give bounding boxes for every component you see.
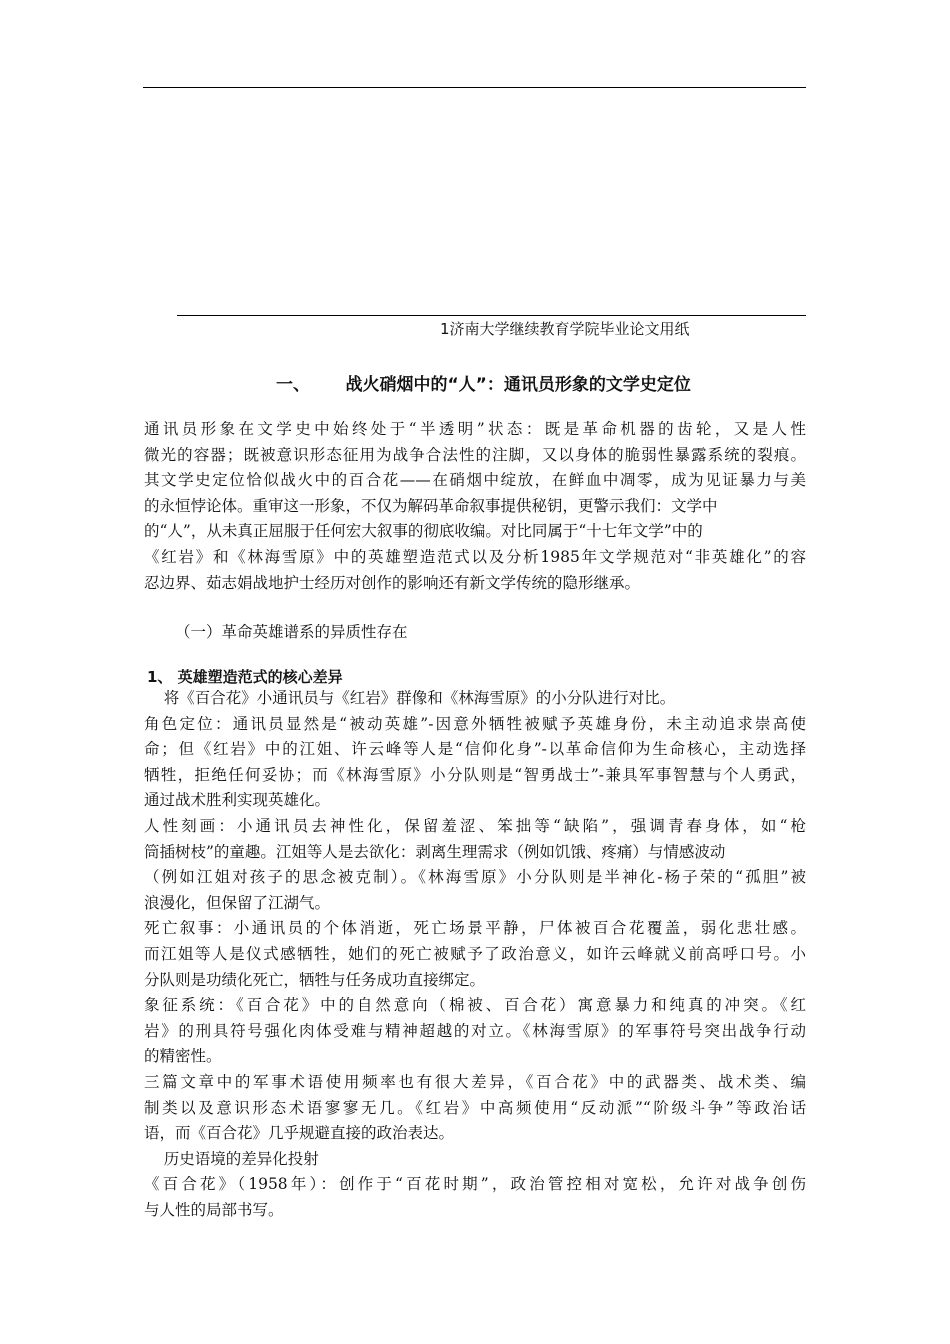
text-line: 与人性的局部书写。	[144, 1200, 284, 1219]
text-line: 牺牲，拒绝任何妥协；而《林海雪原》小分队则是“智勇战士”-兼具军事智慧与个人勇武，	[144, 765, 806, 784]
text-line: 语，而《百合花》几乎规避直接的政治表达。	[144, 1124, 455, 1143]
header-rule	[177, 315, 806, 316]
subsection-heading: 1、 英雄塑造范式的核心差异	[147, 668, 343, 686]
text-line: 制类以及意识形态术语寥寥无几。《红岩》中高频使用“反动派”“阶级斗争”等政治话	[144, 1098, 806, 1117]
text-line: 微光的容器；既被意识形态征用为战争合法性的注脚，又以身体的脆弱性暴露系统的裂痕。	[144, 445, 806, 464]
text-line: 《百合花》（1958年）：创作于“百花时期”，政治管控相对宽松，允许对战争创伤	[144, 1175, 806, 1194]
intro-paragraph	[144, 417, 806, 596]
page-header: 1济南大学继续教育学院毕业论文用纸	[440, 320, 690, 338]
text-line: 忍边界、茹志娟战地护士经历对创作的影响还有新文学传统的隐形继承。	[144, 573, 641, 592]
text-line: 的“人”，从未真正屈服于任何宏大叙事的彻底收编。对比同属于“十七年文学”中的	[144, 522, 703, 541]
text-line: 将《百合花》小通讯员与《红岩》群像和《林海雪原》的小分队进行对比。	[144, 689, 676, 707]
top-rule	[143, 87, 806, 88]
body-text	[144, 686, 806, 1223]
text-line: 筒插树枝”的童趣。江姐等人是去欲化：剥离生理需求（例如饥饿、疼痛）与情感波动	[144, 842, 726, 861]
text-line: 人性刻画：小通讯员去神性化，保留羞涩、笨拙等“缺陷”，强调青春身体，如“枪	[144, 816, 806, 835]
text-line: 浪漫化，但保留了江湖气。	[144, 893, 331, 912]
section-heading: （一）革命英雄谱系的异质性存在	[175, 623, 408, 641]
text-line: 而江姐等人是仪式感牺牲，她们的死亡被赋予了政治意义，如许云峰就义前高呼口号。小	[144, 944, 806, 963]
text-line: 三篇文章中的军事术语使用频率也有很大差异，《百合花》中的武器类、战术类、编	[144, 1072, 806, 1091]
text-line: 通讯员形象在文学史中始终处于“半透明”状态：既是革命机器的齿轮，又是人性	[144, 420, 806, 438]
text-line: 岩》的刑具符号强化肉体受难与精神超越的对立。《林海雪原》的军事符号突出战争行动	[144, 1021, 806, 1040]
text-line: 的精密性。	[144, 1047, 222, 1066]
text-line: 命；但《红岩》中的江姐、许云峰等人是“信仰化身”-以革命信仰为生命核心，主动选择	[144, 740, 806, 759]
text-line: 分队则是功绩化死亡，牺牲与任务成功直接绑定。	[144, 970, 486, 989]
text-line: 历史语境的差异化投射	[144, 1149, 319, 1168]
text-line: 象征系统：《百合花》中的自然意向（棉被、百合花）寓意暴力和纯真的冲突。《红	[144, 996, 806, 1015]
text-line: 死亡叙事：小通讯员的个体消逝，死亡场景平静，尸体被百合花覆盖，弱化悲壮感。	[144, 919, 806, 938]
text-line: 《红岩》和《林海雪原》中的英雄塑造范式以及分析1985年文学规范对“非英雄化”的容	[144, 547, 806, 566]
text-line: 的永恒悖论体。重审这一形象，不仅为解码革命叙事提供秘钥，更警示我们：文学中	[144, 496, 718, 515]
text-line: 其文学史定位恰似战火中的百合花——在硝烟中绽放，在鲜血中凋零，成为见证暴力与美	[144, 471, 806, 490]
chapter-title: 一、 战火硝烟中的“人”：通讯员形象的文学史定位	[276, 375, 691, 395]
text-line: 通过战术胜利实现英雄化。	[144, 791, 331, 810]
text-line: （例如江姐对孩子的思念被克制）。《林海雪原》小分队则是半神化-杨子荣的“孤胆”被	[144, 868, 806, 887]
text-line: 角色定位：通讯员显然是“被动英雄”-因意外牺牲被赋予英雄身份，未主动追求崇高使	[144, 714, 806, 733]
